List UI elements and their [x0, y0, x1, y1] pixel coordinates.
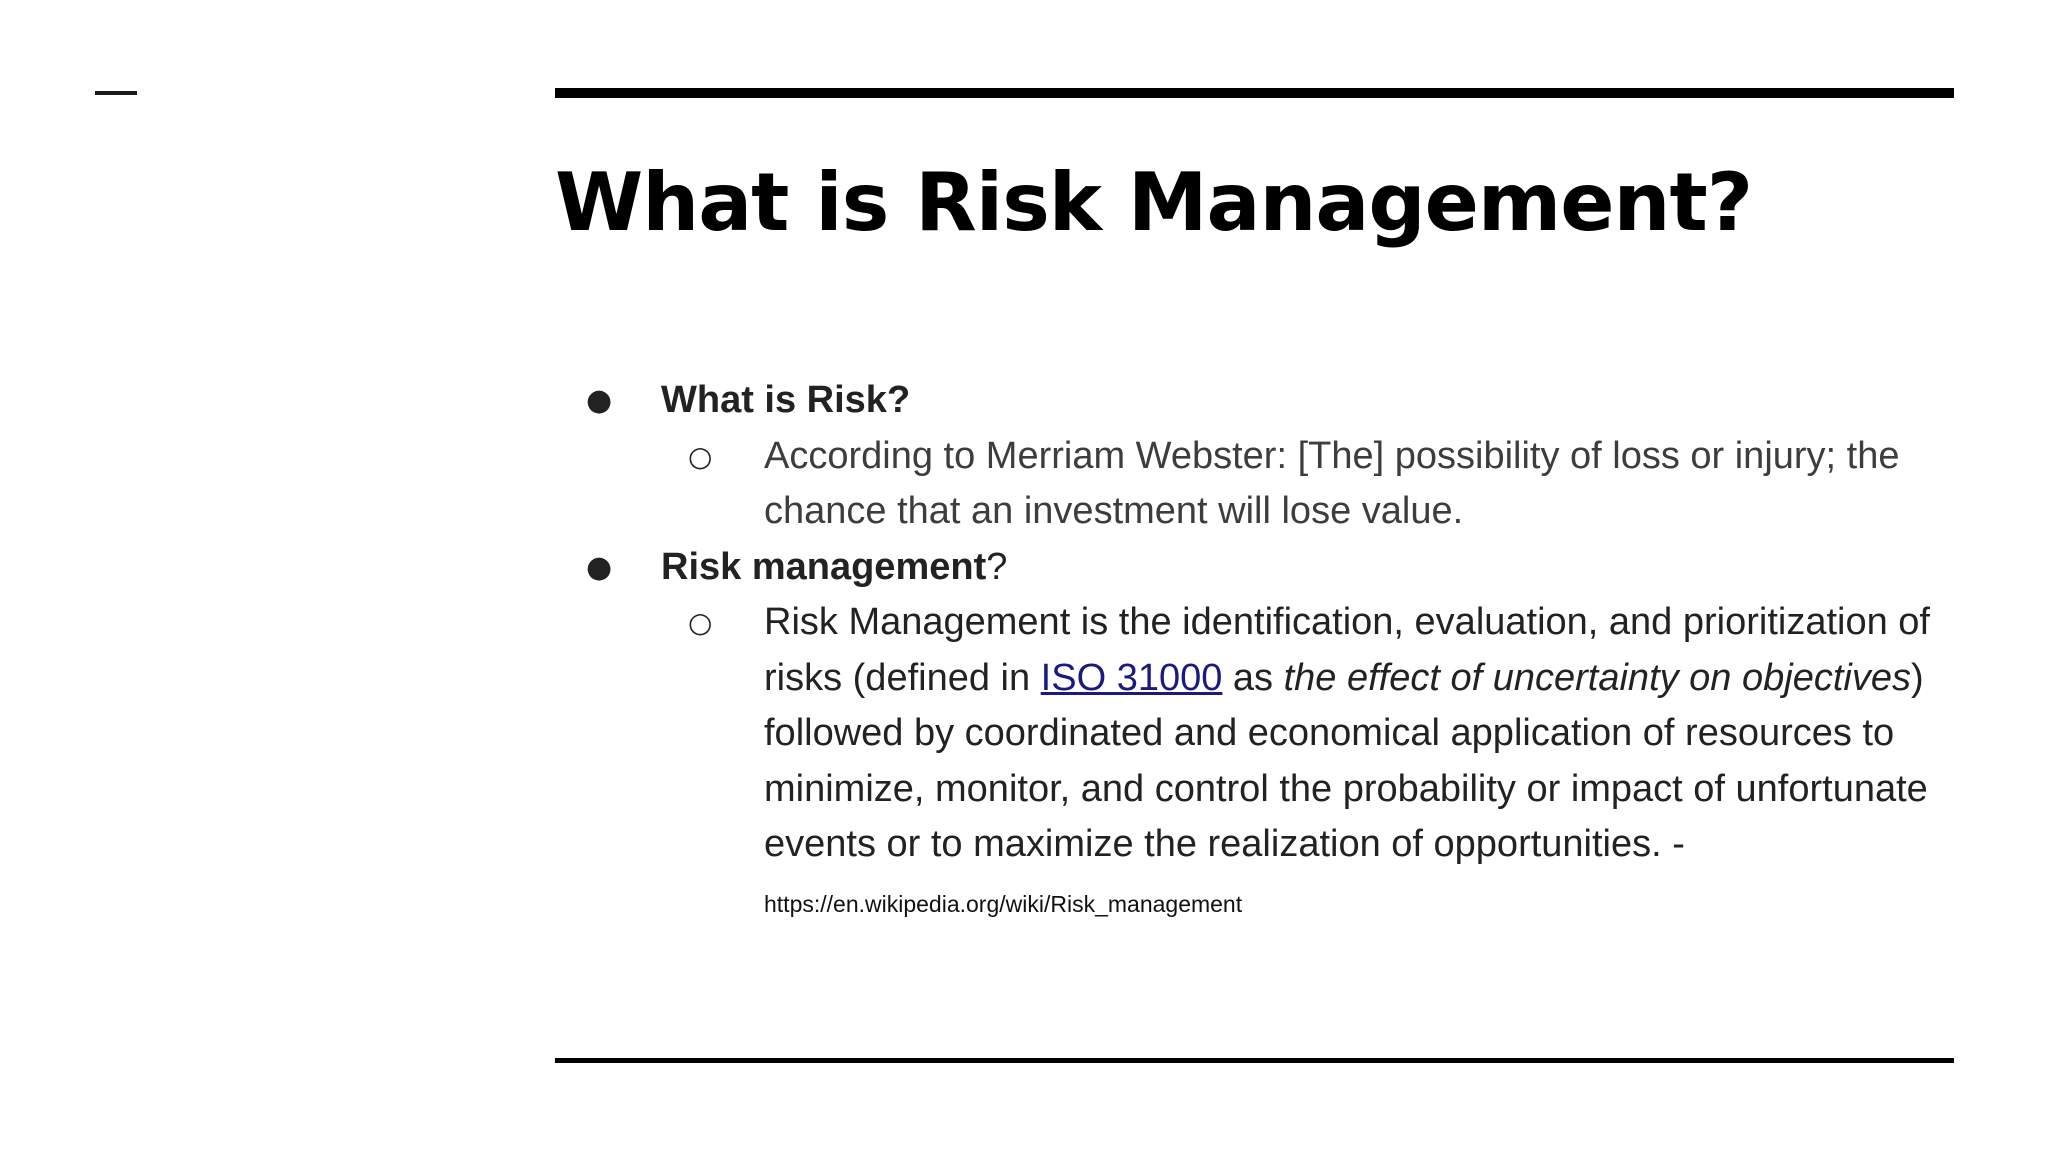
iso-31000-link[interactable]: ISO 31000	[1040, 656, 1223, 699]
definition-text-part1: Risk Management is the identification, evaluation, and prioritization of risks (defined in	[764, 601, 1930, 699]
slide-body	[0, 373, 2048, 932]
bullet-circle-icon: ○	[688, 439, 713, 473]
definition-italic-phrase: the effect of uncertainty on objectives	[1283, 656, 1911, 699]
sub-bullet-risk-management-definition	[0, 595, 1944, 932]
top-rule	[555, 88, 1954, 98]
bullet-heading: What is Risk?	[661, 379, 911, 421]
source-url: https://en.wikipedia.org/wiki/Risk_management	[764, 890, 1243, 917]
sub-bullet-merriam-webster-definition	[0, 429, 1944, 540]
slide-title: What is Risk Management?	[555, 156, 1753, 249]
bottom-rule	[555, 1058, 1954, 1063]
bullet-item-risk-management	[0, 540, 2048, 596]
bullet-heading-suffix: ?	[986, 545, 1008, 588]
bullet-circle-icon: ○	[688, 606, 713, 639]
bullet-item-what-is-risk	[0, 373, 2048, 429]
definition-text-part2: as	[1222, 656, 1284, 699]
definition-text: According to Merriam Webster: [The] possibility of loss or injury; the chance that an investment will lose value.	[764, 434, 1900, 532]
corner-dash-decoration	[95, 91, 137, 95]
bullet-disc-icon: ●	[586, 549, 613, 585]
bullet-disc-icon: ●	[586, 383, 613, 418]
definition-text-part3: ) followed by coordinated and economical application of resources to minimize, monitor, and control the probability or impact of unfortunate events or to maximize the realization of opportunities. -	[764, 656, 1928, 865]
bullet-heading: Risk management	[661, 545, 987, 588]
